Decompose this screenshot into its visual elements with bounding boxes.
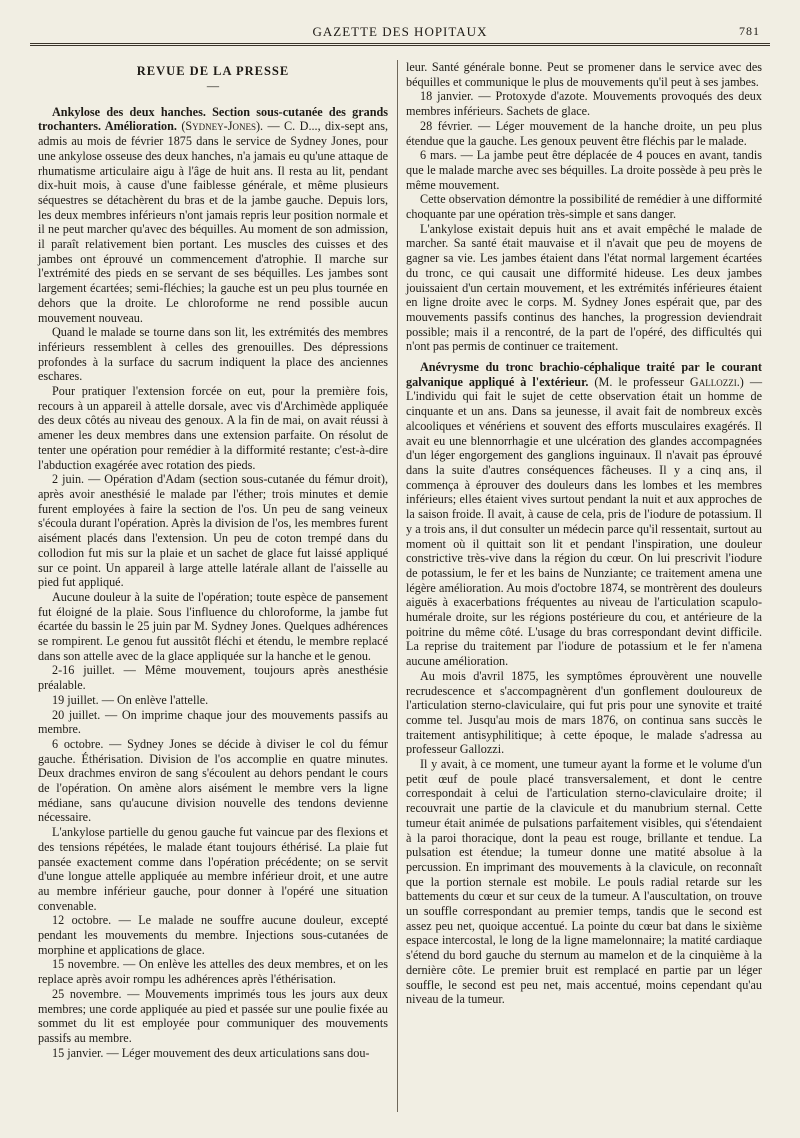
- article-1-paragraph: L'ankylose existait depuis huit ans et avait empêché le malade de marcher. Sa santé était mauvaise et il n'avait que peu de moyens de gagner sa vie. Les jambes étaient dans l'état normal largement écartées du tronc, ce qui causait une difformité hideuse. Les deux jambes jouissaient d'un certain mouvement, et les extrémités inférieures étaient en ligne droite avec le corps. M. Sydney Jones espérait que, par des mouvements passifs continus des hanches, la progression deviendrait possible; mais il a rencontré, de la part de l'opéré, des difficultés qui n'ont pas permis de continuer ce traitement.: [406, 221, 762, 354]
- article-1-paragraph: 20 juillet. — On imprime chaque jour des mouvements passifs au membre.: [38, 707, 388, 737]
- article-1-continuation: leur. Santé générale bonne. Peut se promener dans le service avec des béquilles et communique le plus de mouvements qu'il peut à ses jambes.: [406, 60, 762, 89]
- right-column: [406, 60, 762, 1007]
- article-1-paragraph: 28 février. — Léger mouvement de la hanche droite, un peu plus étendue que la gauche. Les genoux peuvent être fléchis par le malade.: [406, 118, 762, 148]
- article-1-intro-text: — C. D..., dix-sept ans, admis au mois de février 1875 dans le service de Sydney Jones, pour une ankylose osseuse des deux hanches, n'a jamais eu qu'une attaque de rhumatisme articulaire aigu à l'âge de huit ans. Il resta au lit, pendant dix-huit mois, à cause d'une faiblesse générale, et même plusieurs séquestres se détachèrent du bras et de la jambe gauche. Depuis lors, les deux membres inférieurs n'ont jamais repris leur position normale et il ne peut marcher qu'avec des béquilles. Au moment de son admission, il paraît relativement bien portant. Les muscles des cuisses et des jambes ont éprouvé un commencement d'atrophie. Il marche sur l'extrémité des pieds en se servant de ses béquilles. Les jambes sont largement écartées; semi-fléchies; la gauche est un peu plus tournée en dehors que la droite. Le chloroforme ne rend possible aucun mouvement nouveau.: [38, 119, 388, 325]
- journal-title: GAZETTE DES HOPITAUX: [312, 24, 488, 39]
- header-rule: [30, 43, 770, 46]
- article-1-paragraph: L'ankylose partielle du genou gauche fut vaincue par des flexions et des tensions répétées, le malade étant toujours éthérisé. La plaie fut pansée exactement comme dans l'opération précédente; on se servit d'une longue attelle appliquée au membre inférieur droit, et une autre au membre inférieur gauche, pour donner à l'opéré une situation convenable.: [38, 825, 388, 913]
- article-2-paragraph: Il y avait, à ce moment, une tumeur ayant la forme et le volume d'un petit œuf de poule placé transversalement, et dont le centre correspondait à celui de l'articulation sterno-claviculaire droite; il recouvrait une partie de la clavicule et du manubrium sternal. Cette tumeur était animée de pulsations parfaitement visibles, qui s'étendaient à la paroi thoracique, dont la peau est rouge, brillante et tendue. La pulsation est étendue; la tumeur donne une matité absolue à la percussion. En imprimant des mouvements à la clavicule, on reconnaît que la portion sternale est mobile. Le pouls radial retarde sur les battements du cœur et sur ceux de la tumeur. A l'auscultation, on trouve un souffle correspondant au premier temps, tandis que le second est assez peu net, quoique accentué. La pointe du cœur bat dans le sixième espace intercostal, le long de la ligne mamelonnaire; la matité cardiaque s'étend du bord gauche du sternum au mamelon et de la cinquième à la dernière côte. Le premier bruit est remplacé en partie par un léger souffle, le second est peu net, mais accentué, moins cependant qu'au niveau de la tumeur.: [406, 757, 762, 1007]
- article-1-paragraph: 25 novembre. — Mouvements imprimés tous les jours aux deux membres; une corde appliquée au pied et passée sur une poulie fixée au sommet du lit est employée pour communiquer des mouvements passifs au membre.: [38, 986, 388, 1045]
- article-1-heading: Ankylose des deux hanches. Section sous-cutanée des grands trochanters. Amélioration.: [38, 104, 388, 134]
- article-1-paragraph: 2 juin. — Opération d'Adam (section sous-cutanée du fémur droit), après avoir anesthésié le malade par l'éther; trois minutes et demie furent employées à faire la section de l'os. Un peu de sang veineux s'écoula durant l'opération. Après la division de l'os, les membres furent aisément placés dans l'extension. Un peu de coton trempé dans du collodion fut mis sur la plaie et un sachet de glace fut laissé appliqué sur ce point. Un appareil à large attelle latérale allant de l'aisselle au pied fut appliqué.: [38, 472, 388, 590]
- left-column: [38, 60, 388, 1060]
- page-number: 781: [739, 24, 760, 38]
- article-2-source-name: Gallozzi: [689, 374, 737, 389]
- article-1-paragraph: Cette observation démontre la possibilité de remédier à une difformité choquante par une opération très-simple et sans danger.: [406, 192, 762, 222]
- article-1-paragraph: Pour pratiquer l'extension forcée on eut, pour la première fois, recours à un appareil à attelle dorsale, avec vis d'Archimède appliquée des deux côtés au niveau des genoux. A la fin de mai, on avait réussi à amener les deux membres dans une extension parfaite. On résolut de tenter une opération pour remédier à la difformité restante; c'est-à-dire l'abduction exagérée avec rotation des pieds.: [38, 384, 388, 472]
- article-1-paragraph: 19 juillet. — On enlève l'attelle.: [52, 692, 209, 707]
- article-1-paragraph: Quand le malade se tourne dans son lit, les extrémités des membres inférieurs ressemblent à celles des grenouilles. Des dépressions profondes à la surface du sacrum indiquent la place des anciennes eschares.: [38, 325, 388, 384]
- article-1-paragraph: 6 octobre. — Sydney Jones se décide à diviser le col du fémur gauche. Éthérisation. Division de l'os accomplie en quatre minutes. Deux drachmes environ de sang s'écoulent au dehors pendant le cours de l'opération. On amène alors aisément le membre vers la ligne médiane, sans qu'aucune division nouvelle des tendons devienne nécessaire.: [38, 736, 388, 825]
- article-1-paragraph: Aucune douleur à la suite de l'opération; toute espèce de pansement fut éloigné de la plaie. Sous l'influence du chloroforme, la jambe fut écartée du bassin le 25 juin par M. Sydney Jones. Quelques adhérences se rompirent. Le genou fut aussitôt fléchi et étendu, le membre replacé dans son attelle avec de la glace appliquée sur la hanche et le genou.: [38, 589, 388, 663]
- page-header: [30, 20, 770, 42]
- article-2-heading: Anévrysme du tronc brachio-céphalique traité par le courant galvanique appliqué à l'extérieur.: [406, 360, 762, 389]
- article-1-paragraph: 2-16 juillet. — Même mouvement, toujours après anesthésie préalable.: [38, 663, 388, 693]
- article-2-intro: [406, 360, 762, 669]
- rubric-dash: —: [206, 78, 220, 93]
- article-1-paragraph: 15 novembre. — On enlève les attelles des deux membres, et on les replace après avoir rompu les adhérences après l'éthérisation.: [38, 957, 388, 987]
- column-separator: [397, 60, 398, 1112]
- article-1-paragraph: 15 janvier. — Léger mouvement des deux articulations sans dou-: [52, 1045, 370, 1060]
- article-1-paragraph: 12 octobre. — Le malade ne souffre aucune douleur, excepté pendant les mouvements du membre. Injections sous-cutanées de morphine et applications de glace.: [38, 913, 388, 957]
- article-1-intro: [38, 105, 388, 326]
- article-2-paragraph: Au mois d'avril 1875, les symptômes éprouvèrent une nouvelle recrudescence et s'accompagnèrent d'un gonflement douloureux de l'articulation sterno-claviculaire, qui fut pris pour une synovite et traité comme tel. Jusqu'au mois de mars 1876, on continua sans succès le traitement antisyphilitique; à cette époque, le malade s'adressa au professeur Gallozzi.: [406, 668, 762, 757]
- article-1-paragraph: 6 mars. — La jambe peut être déplacée de 4 pouces en avant, tandis que le malade marche avec ses béquilles. La droite possède à peu près le même mouvement.: [406, 148, 762, 192]
- article-1-source: (Sydney-Jones).: [181, 119, 264, 134]
- section-rubric: REVUE DE LA PRESSE: [136, 64, 290, 78]
- article-1-paragraph: 18 janvier. — Protoxyde d'azote. Mouvements provoqués des deux membres inférieurs. Sachets de glace.: [406, 89, 762, 119]
- article-2-source-prefix: (M. le professeur: [588, 374, 690, 389]
- article-2-intro-text: .) — L'individu qui fait le sujet de cette observation était un homme de cinquante et un ans. Dans sa jeunesse, il avait fait de nombreux excès alcooliques et vénériens et souvent des efforts musculaires exagérés. Il avait eu une blennorrhagie et une ulcération des glandes accompagnées d'un léger engorgement des ganglions inguinaux. Il n'avait pas éprouvé dans la suite d'autres conséquences fâcheuses. Il y a cinq ans, il commença à éprouver des douleurs dans les lombes et les membres inférieurs; elles étaient vives surtout pendant la nuit et aux approches de la saison froide. Il avait, à cause de cela, pris de l'iodure de potassium. Il y a trois ans, il dut consulter un médecin parce qu'il ressentait, surtout au moment où il quittait son lit et pendant l'inspiration, une douleur constrictive très-vive dans la région du cœur. On lui prescrivit l'iodure de potassium, le fer et les bains de Nunziante; ce traitement amena une légère amélioration. Au mois d'octobre 1874, se montrèrent des douleurs aiguës à exacerbations fréquentes au niveau de l'articulation scapulo-humérale droite, sur les régions postérieure du cou, et antérieure de la poitrine du même côté. L'usage du bras correspondant devint difficile. La reprise du traitement par l'iodure de potassium et le fer n'amena aucune amélioration.: [406, 374, 763, 669]
